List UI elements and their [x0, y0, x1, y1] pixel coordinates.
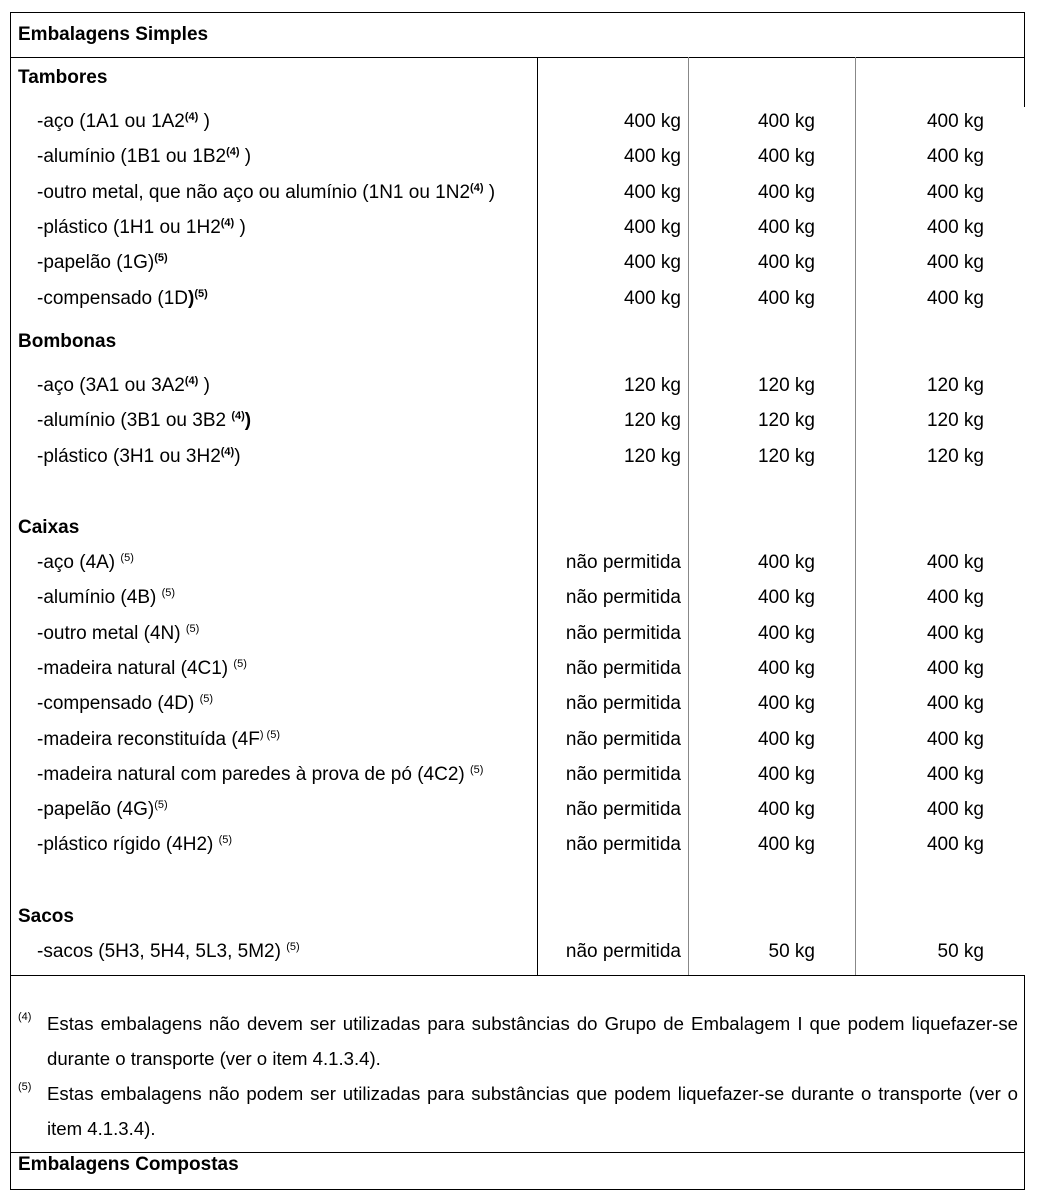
- value-cell-1: 400 kg: [623, 216, 681, 238]
- column-divider-1: [537, 57, 538, 975]
- value-cell-2: 400 kg: [757, 799, 815, 821]
- label-tail: ): [234, 216, 246, 238]
- row-label: [37, 834, 232, 856]
- section-heading: Sacos: [18, 906, 74, 927]
- value-cell-1: não permitida: [565, 587, 681, 609]
- footnote-ref: (4): [220, 445, 235, 458]
- section-title-compostas: Embalagens Compostas: [18, 1154, 239, 1175]
- value-cell-3: 120 kg: [926, 375, 984, 396]
- right-border-upper: [1024, 12, 1025, 107]
- value-cell-3: 400 kg: [926, 552, 984, 573]
- value-cell-2: 400 kg: [757, 834, 815, 856]
- footnote-ref: (5): [218, 834, 233, 847]
- header-divider: [10, 57, 1025, 58]
- label-tail: ): [234, 445, 241, 467]
- value-cell-1: não permitida: [565, 728, 681, 750]
- footnote-ref: (4): [226, 146, 240, 159]
- footnote-ref: (4): [220, 216, 235, 229]
- value-cell-1: não permitida: [565, 763, 681, 785]
- value-cell-2: 120 kg: [757, 410, 815, 432]
- footnote-ref: (5): [120, 552, 134, 564]
- footnote-text: Estas embalagens não devem ser utilizadas para substâncias do Grupo de Embalagem I que podem liquefazer-se durante o transporte (ver o item 4.1.3.4).: [47, 1013, 1018, 1069]
- column-divider-3: [855, 57, 856, 975]
- footnote-ref: (4): [470, 181, 484, 194]
- value-cell-3: 400 kg: [926, 657, 984, 679]
- label-text: -papelão (4G): [37, 799, 155, 821]
- label-text: -papelão (1G): [37, 252, 155, 274]
- section-heading: Tambores: [18, 67, 108, 88]
- value-cell-3: 400 kg: [926, 834, 984, 856]
- value-cell-2: 400 kg: [757, 287, 815, 309]
- row-label: [37, 623, 199, 645]
- right-border-lower: [1024, 975, 1025, 1190]
- label-tail: ): [483, 181, 496, 203]
- value-cell-1: não permitida: [565, 552, 681, 573]
- footnote-ref: (5): [154, 252, 168, 265]
- label-text: -aço (4A): [37, 552, 121, 573]
- footnote-ref: (4): [184, 111, 199, 123]
- left-border: [10, 12, 11, 1190]
- footnote-ref: (5): [154, 799, 168, 812]
- value-cell-3: 400 kg: [926, 728, 984, 750]
- value-cell-1: não permitida: [565, 622, 681, 644]
- row-label: [37, 217, 246, 239]
- label-text: -aço (1A1 ou 1A2: [37, 111, 185, 132]
- row-label: [37, 587, 175, 609]
- value-cell-2: 400 kg: [757, 622, 815, 644]
- value-cell-3: 400 kg: [926, 799, 984, 821]
- row-label: [37, 658, 247, 680]
- value-cell-1: não permitida: [565, 799, 681, 821]
- value-cell-2: 400 kg: [757, 181, 815, 203]
- row-label: [37, 182, 495, 204]
- label-text: -outro metal, que não aço ou alumínio (1N1 ou 1N2: [37, 181, 471, 203]
- footnote-text: Estas embalagens não podem ser utilizadas para substâncias que podem liquefazer-se durante o transporte (ver o item 4.1.3.4).: [47, 1083, 1018, 1139]
- value-cell-2: 120 kg: [757, 375, 815, 396]
- value-cell-2: 400 kg: [757, 552, 815, 573]
- value-cell-3: 400 kg: [926, 622, 984, 644]
- row-label: [37, 693, 213, 715]
- value-cell-1: 120 kg: [623, 410, 681, 432]
- value-cell-1: 400 kg: [623, 252, 681, 274]
- value-cell-3: 400 kg: [926, 146, 984, 168]
- value-cell-1: 400 kg: [623, 287, 681, 309]
- value-cell-2: 400 kg: [757, 728, 815, 750]
- row-label: [37, 288, 208, 310]
- row-label: [37, 375, 210, 397]
- label-tail: ): [239, 146, 252, 168]
- value-cell-3: 400 kg: [926, 181, 984, 203]
- value-cell-2: 400 kg: [757, 763, 815, 785]
- value-cell-3: 400 kg: [926, 693, 984, 715]
- value-cell-2: 400 kg: [757, 657, 815, 679]
- label-text: -madeira reconstituída (4F: [37, 728, 260, 750]
- label-text: -aço (3A1 ou 3A2: [37, 375, 185, 396]
- footnote-ref: (5): [194, 287, 208, 300]
- footnote-ref: (4): [231, 410, 245, 423]
- row-label: [37, 146, 251, 168]
- value-cell-3: 400 kg: [926, 763, 984, 785]
- value-cell-3: 50 kg: [937, 941, 984, 962]
- value-cell-3: 120 kg: [926, 410, 984, 432]
- table-bottom-divider: [10, 975, 1025, 976]
- label-text: -sacos (5H3, 5H4, 5L3, 5M2): [37, 941, 287, 962]
- label-text: -plástico (1H1 ou 1H2: [37, 216, 221, 238]
- footnote-ref: (5): [199, 693, 214, 706]
- footnote-item: [18, 1076, 1018, 1146]
- label-text: -madeira natural com paredes à prova de pó (4C2): [37, 763, 471, 785]
- label-text: -madeira natural (4C1): [37, 657, 234, 679]
- row-label: [37, 764, 483, 786]
- row-label: [37, 941, 300, 963]
- value-cell-3: 400 kg: [926, 216, 984, 238]
- value-cell-3: 400 kg: [926, 111, 984, 132]
- value-cell-3: 400 kg: [926, 252, 984, 274]
- value-cell-1: não permitida: [565, 693, 681, 715]
- value-cell-1: não permitida: [565, 834, 681, 856]
- value-cell-2: 120 kg: [757, 445, 815, 467]
- label-text: -alumínio (4B): [37, 587, 162, 609]
- label-tail: ): [198, 375, 210, 396]
- footnote-ref: (5): [161, 587, 176, 600]
- value-cell-1: 120 kg: [623, 375, 681, 396]
- footnote-ref: (5): [233, 657, 247, 670]
- value-cell-2: 400 kg: [757, 111, 815, 132]
- value-cell-2: 400 kg: [757, 216, 815, 238]
- label-tail: ): [244, 410, 252, 432]
- value-cell-3: 400 kg: [926, 587, 984, 609]
- value-cell-1: 120 kg: [623, 445, 681, 467]
- row-label: [37, 729, 280, 751]
- value-cell-2: 400 kg: [757, 146, 815, 168]
- label-paren: ): [188, 287, 195, 309]
- value-cell-1: não permitida: [565, 941, 681, 962]
- label-text: -alumínio (1B1 ou 1B2: [37, 146, 227, 168]
- table-title: Embalagens Simples: [18, 24, 209, 45]
- label-text: -outro metal (4N): [37, 622, 186, 644]
- section-heading: Bombonas: [18, 331, 117, 352]
- row-label: [37, 799, 168, 821]
- footnote-ref: (5): [470, 763, 484, 776]
- section-heading: Caixas: [18, 517, 80, 538]
- footnote-mark: (5): [18, 1081, 32, 1093]
- column-divider-2: [688, 57, 689, 975]
- value-cell-3: 120 kg: [926, 445, 984, 467]
- value-cell-1: não permitida: [565, 657, 681, 679]
- footnote-item: [18, 1006, 1018, 1076]
- label-tail: ): [198, 111, 210, 132]
- footnote-ref: (5): [286, 941, 300, 953]
- label-text: -plástico (3H1 ou 3H2: [37, 445, 221, 467]
- footnote-bottom-divider: [10, 1152, 1025, 1153]
- label-text: -alumínio (3B1 ou 3B2: [37, 410, 232, 432]
- footnote-ref: ) (5): [259, 728, 280, 741]
- value-cell-1: 400 kg: [623, 146, 681, 168]
- value-cell-1: 400 kg: [623, 181, 681, 203]
- value-cell-1: 400 kg: [623, 111, 681, 132]
- row-label: [37, 111, 210, 133]
- footnote-ref: (4): [184, 375, 199, 387]
- row-label: [37, 552, 134, 574]
- label-text: -plástico rígido (4H2): [37, 834, 219, 856]
- label-text: -compensado (1D: [37, 287, 189, 309]
- row-label: [37, 410, 251, 432]
- value-cell-2: 400 kg: [757, 252, 815, 274]
- value-cell-3: 400 kg: [926, 287, 984, 309]
- footnote-ref: (5): [185, 622, 200, 635]
- page-bottom-border: [10, 1189, 1025, 1190]
- value-cell-2: 400 kg: [757, 587, 815, 609]
- value-cell-2: 400 kg: [757, 693, 815, 715]
- footnote-mark: (4): [18, 1011, 32, 1023]
- row-label: [37, 252, 168, 274]
- label-text: -compensado (4D): [37, 693, 200, 715]
- row-label: [37, 446, 241, 468]
- top-border: [10, 12, 1025, 13]
- value-cell-2: 50 kg: [768, 941, 815, 962]
